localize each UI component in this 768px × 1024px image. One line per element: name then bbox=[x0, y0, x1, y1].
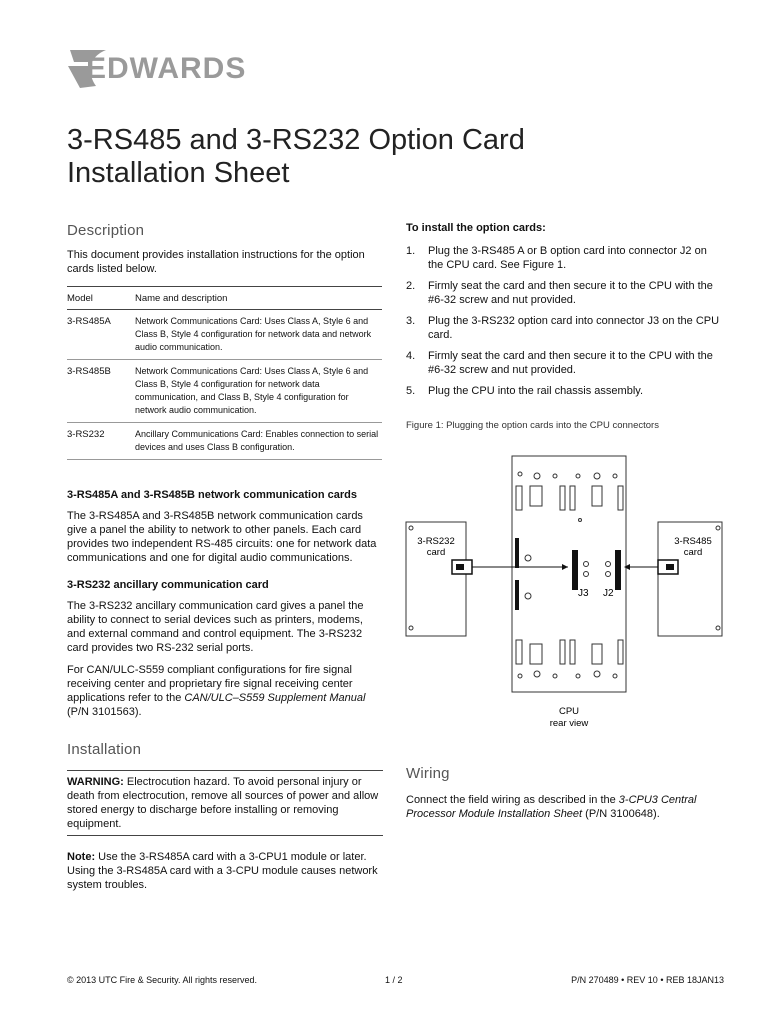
warning-box bbox=[67, 770, 383, 836]
connector-block bbox=[515, 538, 519, 568]
cpu-label: CPU bbox=[558, 706, 580, 717]
j2-label: J2 bbox=[603, 588, 614, 599]
wiring-text: Connect the field wiring as described in the 3-CPU3 Central Processor Module Installation Sheet (P/N 3100648). bbox=[406, 794, 697, 820]
description-intro: This document provides installation instructions for the option cards listed below. bbox=[67, 249, 365, 275]
wiring-section bbox=[406, 765, 722, 821]
installation-heading: Installation bbox=[67, 741, 142, 758]
rs232-card-label: 3-RS232 bbox=[417, 536, 455, 547]
footer-copyright: © 2013 UTC Fire & Security. All rights reserved. bbox=[67, 975, 258, 985]
rs232-card-label-2: card bbox=[426, 547, 446, 558]
step-item: 4. Firmly seat the card and then secure it to the CPU with the #6-32 screw and nut provided. bbox=[406, 350, 713, 376]
procedure-heading: To install the option cards: bbox=[406, 222, 546, 234]
step-item: 2. Firmly seat the card and then secure it to the CPU with the #6-32 screw and nut provided. bbox=[406, 280, 713, 306]
edwards-logo bbox=[66, 44, 326, 96]
left-column bbox=[67, 222, 383, 892]
network-cards-text: The 3-RS485A and 3-RS485B network communication cards give a panel the ability to network to other panels. Each card provides two independent RS-485 circuits: one for network data communications and one for digital audio communications. bbox=[67, 510, 377, 564]
step-item: 1. Plug the 3-RS485 A or B option card into connector J2 on the CPU card. See Figure 1. bbox=[406, 245, 707, 271]
figure-caption: Figure 1: Plugging the option cards into the CPU connectors bbox=[406, 420, 659, 431]
can-ulc-manual-title: CAN/ULC–S559 Supplement Manual bbox=[184, 692, 366, 704]
j2-connector bbox=[615, 550, 621, 590]
model-cell: 3-RS485B bbox=[67, 360, 135, 423]
table-header-description: Name and description bbox=[135, 287, 382, 310]
right-column bbox=[406, 222, 722, 405]
network-cards-heading: 3-RS485A and 3-RS485B network communication cards bbox=[67, 489, 357, 501]
brand-wordmark: EDWARDS bbox=[86, 52, 247, 85]
cpu-board bbox=[512, 456, 626, 692]
page-title: 3-RS485 and 3-RS232 Option Card Installation Sheet bbox=[67, 124, 525, 189]
j3-label: J3 bbox=[578, 588, 589, 599]
connector-block bbox=[515, 580, 519, 610]
figure-diagram bbox=[400, 448, 730, 738]
model-cell: 3-RS232 bbox=[67, 423, 135, 460]
j3-connector bbox=[572, 550, 578, 590]
can-ulc-text: For CAN/ULC-S559 compliant configurations for fire signal receiving center and proprietary fire signal receiving center applications refer to the CAN/ULC–S559 Supplement Manual (P/N 3101563). bbox=[67, 664, 366, 718]
procedure-steps bbox=[406, 244, 722, 398]
step-item: 3. Plug the 3-RS232 option card into connector J3 on the CPU card. bbox=[406, 315, 720, 341]
step-item: 5. Plug the CPU into the rail chassis assembly. bbox=[406, 385, 643, 397]
description-heading: Description bbox=[67, 222, 145, 239]
cpu-label-2: rear view bbox=[549, 718, 589, 729]
rs485-card-label: 3-RS485 bbox=[674, 536, 712, 547]
rs485-card-label-2: card bbox=[683, 547, 703, 558]
footer-part-number: P/N 270489 • REV 10 • REB 18JAN13 bbox=[571, 975, 724, 985]
footer-page-number: 1 / 2 bbox=[385, 975, 403, 985]
description-cell: Network Communications Card: Uses Class A, Style 6 and Class B, Style 4 configuration for network data and network audio communication. bbox=[135, 310, 382, 360]
table-header-model: Model bbox=[67, 287, 135, 310]
note-text: Note: Use the 3-RS485A card with a 3-CPU1 module or later. Using the 3-RS485A card with a 3-CPU module causes network system troubles. bbox=[67, 851, 378, 891]
warning-text: WARNING: Electrocution hazard. To avoid personal injury or death from electrocution, remove all sources of power and allow stored energy to discharge before installing or removing equipment. bbox=[67, 776, 379, 830]
wiring-heading: Wiring bbox=[406, 765, 450, 782]
wiring-manual-title: 3-CPU3 Central Processor Module Installation Sheet bbox=[406, 794, 697, 820]
description-cell: Ancillary Communications Card: Enables connection to serial devices and uses Class B configuration. bbox=[135, 423, 382, 460]
ancillary-card-text: The 3-RS232 ancillary communication card gives a panel the ability to connect to serial devices such as printers, modems, and external command and control equipment. The 3-RS232 card provides two RS-232 serial ports. bbox=[67, 600, 364, 654]
table-row bbox=[67, 310, 382, 360]
model-table bbox=[67, 286, 382, 460]
table-row bbox=[67, 423, 382, 460]
table-row bbox=[67, 360, 382, 423]
description-cell: Network Communications Card: Uses Class A, Style 6 and Class B, Style 4 configuration for network data communication, and Class B, Style 4 configuration for network audio communication. bbox=[135, 360, 382, 423]
ancillary-card-heading: 3-RS232 ancillary communication card bbox=[67, 579, 269, 591]
model-cell: 3-RS485A bbox=[67, 310, 135, 360]
